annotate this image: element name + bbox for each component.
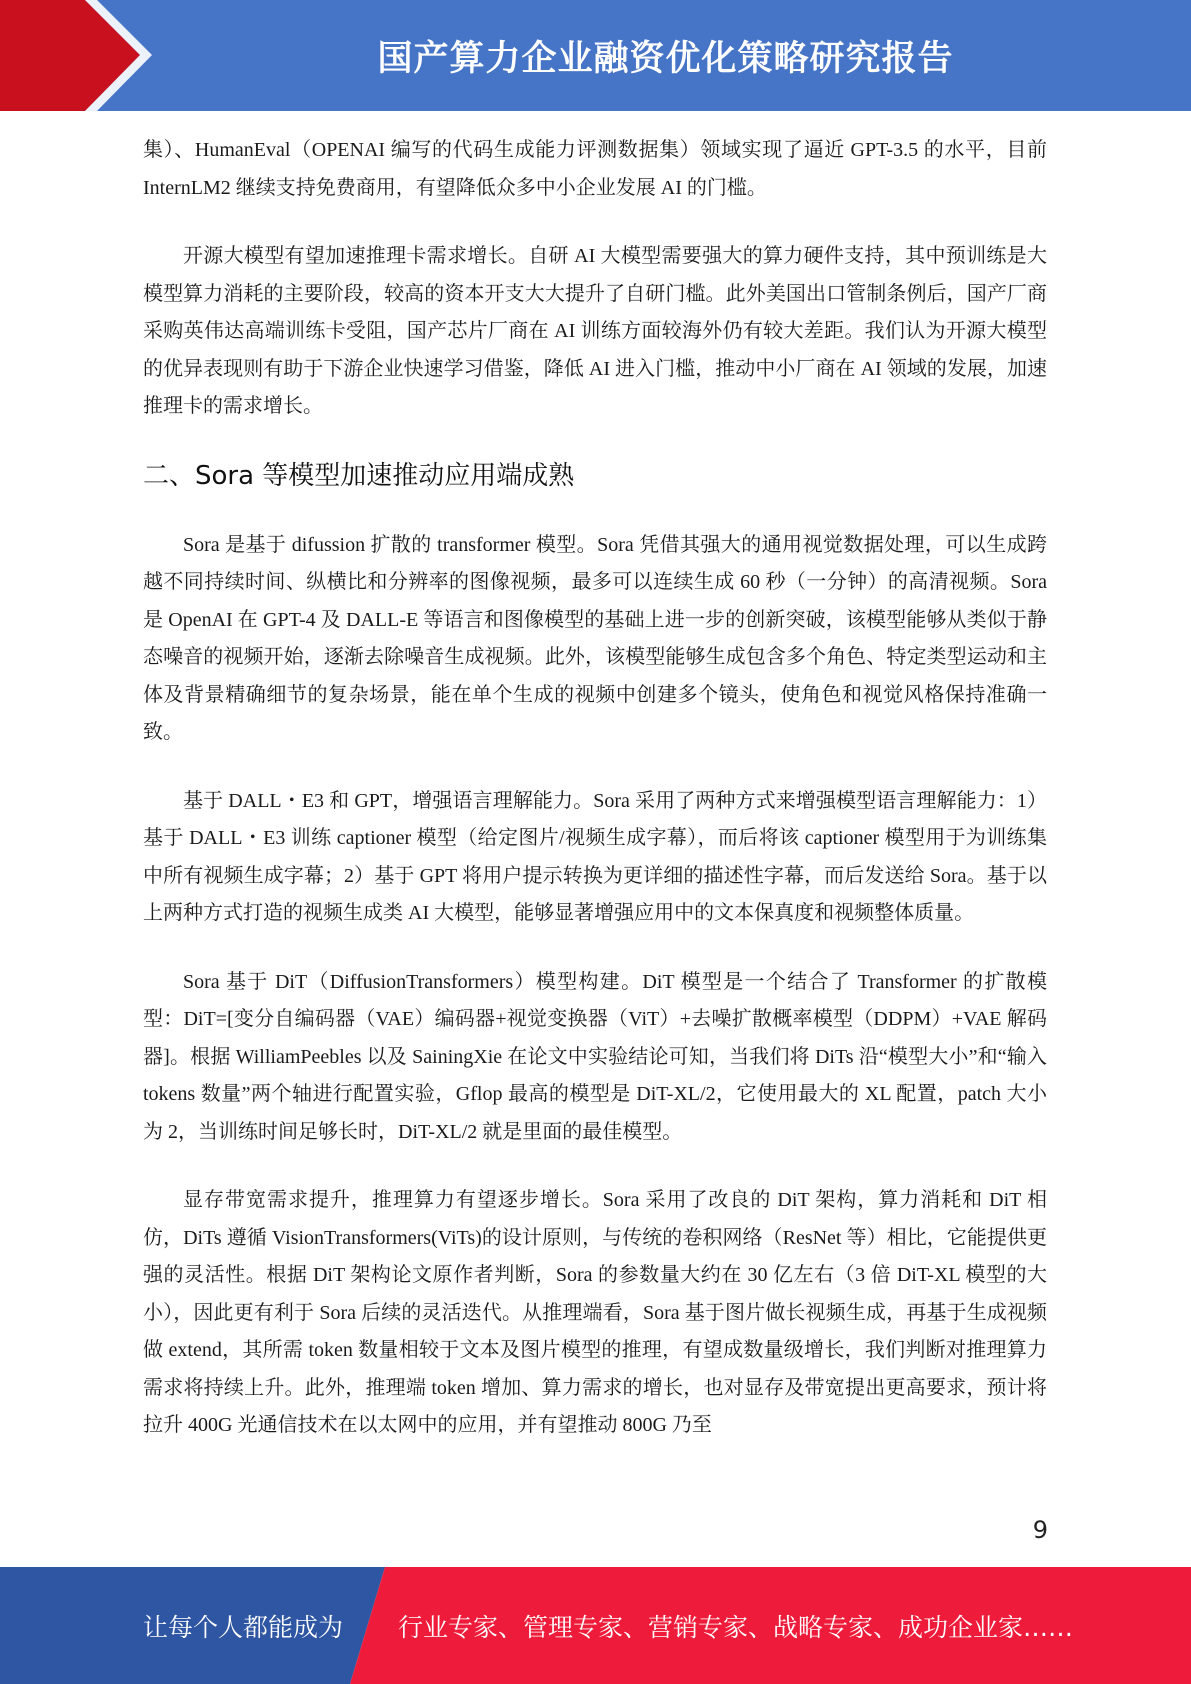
paragraph-continuation: 集）、HumanEval（OPENAI 编写的代码生成能力评测数据集）领域实现了逼近 GPT-3.5 的水平，目前 InternLM2 继续支持免费商用，有望降低众多中小企业发展 AI 的门槛。 [143,139,1047,199]
footer-slogan-right: 行业专家、管理专家、营销专家、战略专家、成功企业家…… [398,1612,1074,1642]
paragraph: 显存带宽需求提升，推理算力有望逐步增长。Sora 采用了改良的 DiT 架构，算力消耗和 DiT 相仿，DiTs 遵循 VisionTransformers(ViTs)的设计原则，与传统的卷积网络（ResNet 等）相比，它能提供更强的灵活性。根据 DiT 架构论文原作者判断，Sora 的参数量大约在 30 亿左右（3 倍 DiT-XL 模型的大小），因此更有利于 Sora 后续的灵活迭代。从推理端看，Sora 基于图片做长视频生成，再基于生成视频做 extend，其所需 token 数量相较于文本及图片模型的推理，有望成数量级增长，我们判断对推理算力需求将持续上升。此外，推理端 token 增加、算力需求的增长，也对显存及带宽提出更高要求，预计将拉升 400G 光通信技术在以太网中的应用，并有望推动 800G 乃至 [143,1189,1047,1436]
page-number: 9 [1032,1516,1048,1544]
paragraph: 开源大模型有望加速推理卡需求增长。自研 AI 大模型需要强大的算力硬件支持，其中预训练是大模型算力消耗的主要阶段，较高的资本开支大大提升了自研门槛。此外美国出口管制条例后，国产厂商采购英伟达高端训练卡受阻，国产芯片厂商在 AI 训练方面较海外仍有较大差距。我们认为开源大模型的优异表现则有助于下游企业快速学习借鉴，降低 AI 进入门槛，推动中小厂商在 AI 领域的发展，加速推理卡的需求增长。 [143,245,1047,417]
section-heading: 二、Sora 等模型加速推动应用端成熟 [143,460,575,491]
page-footer [0,1567,1191,1684]
footer-slogan-left: 让每个人都能成为 [143,1612,344,1642]
page-header [0,0,1191,111]
report-title: 国产算力企业融资优化策略研究报告 [377,38,954,79]
page-content [143,132,1047,1445]
paragraph: 基于 DALL・E3 和 GPT，增强语言理解能力。Sora 采用了两种方式来增强模型语言理解能力：1）基于 DALL・E3 训练 captioner 模型（给定图片/视频生成字幕），而后将该 captioner 模型用于为训练集中所有视频生成字幕；2）基于 GPT 将用户提示转换为更详细的描述性字幕，而后发送给 Sora。基于以上两种方式打造的视频生成类 AI 大模型，能够显著增强应用中的文本保真度和视频整体质量。 [143,789,1047,924]
paragraph: Sora 基于 DiT（DiffusionTransformers）模型构建。DiT 模型是一个结合了 Transformer 的扩散模型：DiT=[变分自编码器（VAE）编码器+视觉变换器（ViT）+去噪扩散概率模型（DDPM）+VAE 解码器]。根据 WilliamPeebles 以及 SainingXie 在论文中实验结论可知，当我们将 DiTs 沿“模型大小”和“输入 tokens 数量”两个轴进行配置实验，Gflop 最高的模型是 DiT-XL/2，它使用最大的 XL 配置，patch 大小为 2，当训练时间足够长时，DiT-XL/2 就是里面的最佳模型。 [143,970,1047,1143]
paragraph: Sora 是基于 difussion 扩散的 transformer 模型。Sora 凭借其强大的通用视觉数据处理，可以生成跨越不同持续时间、纵横比和分辨率的图像视频，最多可以连续生成 60 秒（一分钟）的高清视频。Sora 是 OpenAI 在 GPT-4 及 DALL-E 等语言和图像模型的基础上进一步的创新突破，该模型能够从类似于静态噪音的视频开始，逐渐去除噪音生成视频。此外，该模型能够生成包含多个角色、特定类型运动和主体及背景精确细节的复杂场景，能在单个生成的视频中创建多个镜头，使角色和视觉风格保持准确一致。 [143,533,1047,743]
